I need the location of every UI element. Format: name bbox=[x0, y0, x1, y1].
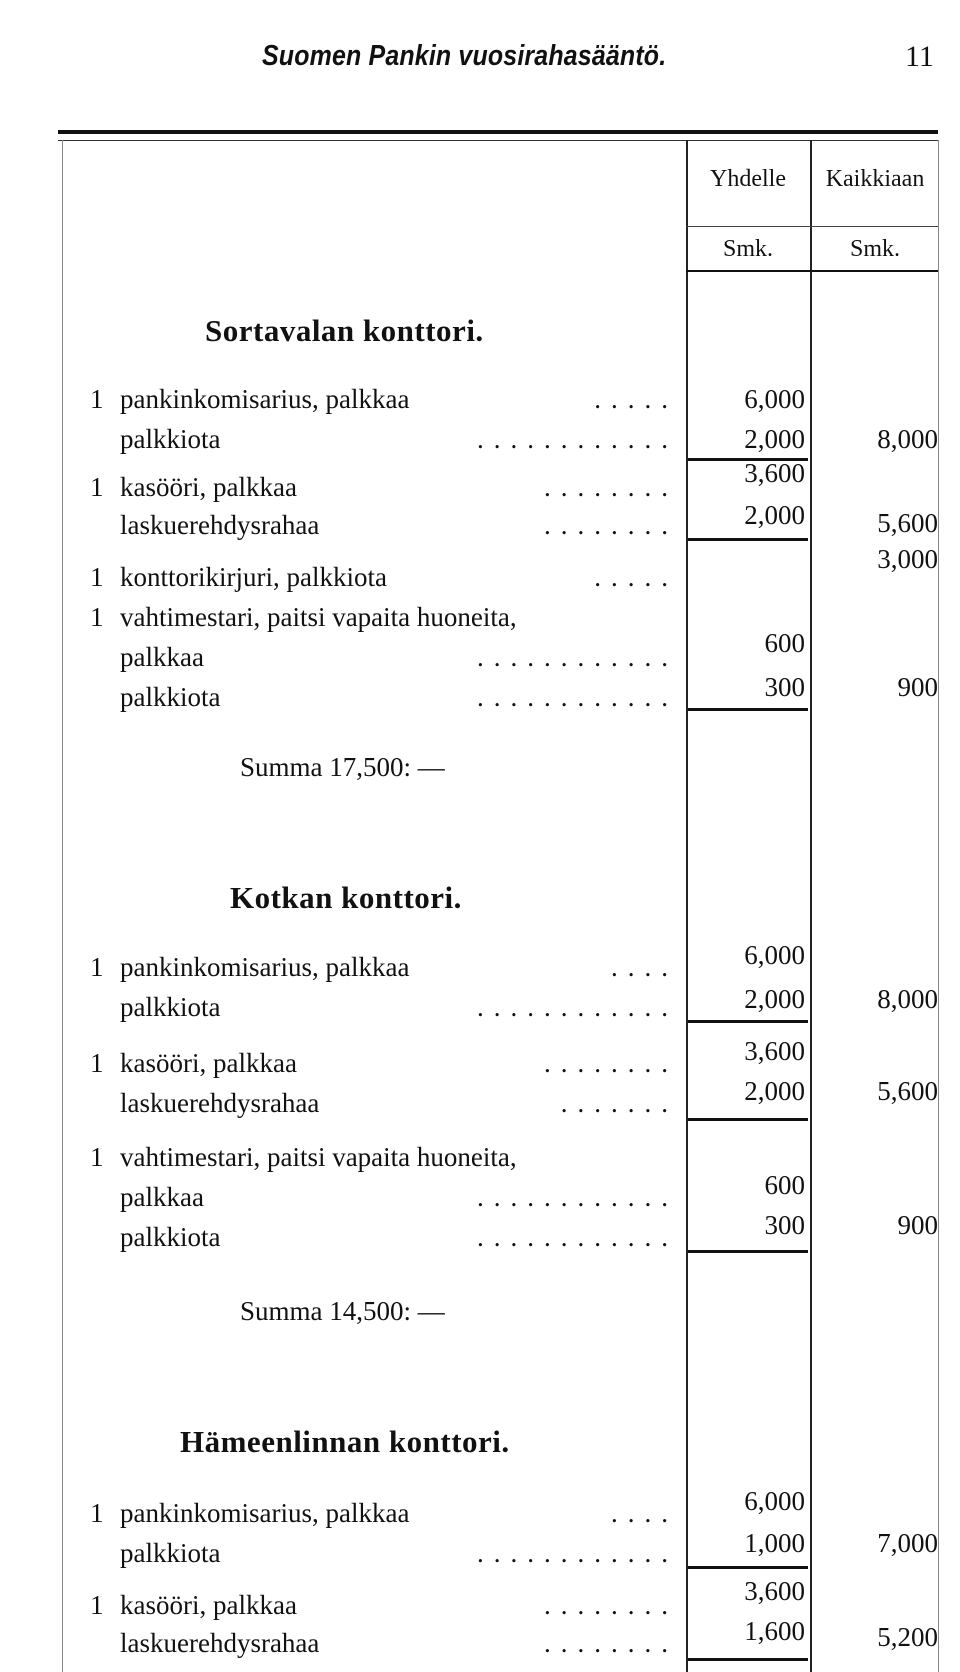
amount-each: 2,000 bbox=[744, 500, 805, 530]
leader-dots: ........ bbox=[544, 510, 678, 540]
amount-each: 2,000 bbox=[744, 1076, 805, 1106]
leader-dots: ........ bbox=[544, 1628, 678, 1658]
row-label: pankinkomisarius, palkkaa bbox=[120, 1498, 410, 1528]
amount-total: 5,600 bbox=[877, 1076, 938, 1106]
amount-total: 900 bbox=[897, 672, 938, 702]
column-heading-total: Kaikkiaan bbox=[825, 166, 925, 192]
amount-each: 3,600 bbox=[744, 1036, 805, 1066]
leader-dots: ........ bbox=[544, 1590, 678, 1620]
subtotal-rule bbox=[688, 708, 808, 711]
amount-each: 1,000 bbox=[744, 1528, 805, 1558]
column-unit-total: Smk. bbox=[849, 236, 900, 262]
table-row bbox=[0, 1486, 960, 1532]
subtotal-rule bbox=[688, 538, 808, 541]
amount-each: 6,000 bbox=[744, 384, 805, 414]
amount-each: 2,000 bbox=[744, 984, 805, 1014]
leader-dots: ............ bbox=[477, 1182, 678, 1212]
row-label: laskuerehdysrahaa bbox=[120, 510, 320, 540]
row-label: palkkaa bbox=[120, 1182, 204, 1212]
row-label: konttorikirjuri, palkkiota bbox=[120, 562, 387, 592]
leader-dots: ..... bbox=[594, 562, 678, 592]
header-rule-thin bbox=[58, 140, 938, 141]
table-row bbox=[0, 984, 960, 1026]
table-row bbox=[0, 500, 960, 544]
column-divider-right bbox=[938, 140, 939, 1672]
column-divider-left bbox=[686, 140, 688, 1672]
subtotal-rule bbox=[688, 1658, 808, 1661]
table-row bbox=[0, 1036, 960, 1082]
subtotal-rule bbox=[688, 1566, 808, 1569]
amount-each: 300 bbox=[764, 672, 805, 702]
row-label: vahtimestari, paitsi vapaita huoneita, bbox=[120, 602, 517, 632]
row-label: palkkiota bbox=[120, 992, 221, 1022]
table-row bbox=[0, 1528, 960, 1572]
row-label: palkkiota bbox=[120, 424, 221, 454]
section-sum: Summa 17,500: — bbox=[240, 752, 445, 782]
amount-each: 300 bbox=[764, 1210, 805, 1240]
column-heading-rule bbox=[686, 226, 938, 227]
left-margin-line bbox=[62, 140, 63, 1672]
row-label: laskuerehdysrahaa bbox=[120, 1088, 320, 1118]
row-label: laskuerehdysrahaa bbox=[120, 1628, 320, 1658]
row-label: palkkaa bbox=[120, 642, 204, 672]
table-row bbox=[0, 384, 960, 418]
section-title: Kotkan konttori. bbox=[230, 880, 462, 915]
column-heading-each: Yhdelle bbox=[710, 166, 786, 192]
table-row bbox=[0, 602, 960, 636]
amount-total: 7,000 bbox=[877, 1528, 938, 1558]
row-count: 1 bbox=[90, 602, 104, 632]
table-row bbox=[0, 1576, 960, 1624]
amount-total: 5,600 bbox=[877, 508, 938, 538]
row-label: palkkiota bbox=[120, 682, 221, 712]
amount-total: 5,200 bbox=[877, 1622, 938, 1652]
leader-dots: .... bbox=[611, 1498, 678, 1528]
amount-total: 900 bbox=[897, 1210, 938, 1240]
leader-dots: ............ bbox=[477, 682, 678, 712]
subtotal-rule bbox=[688, 1250, 808, 1253]
amount-each: 1,600 bbox=[744, 1616, 805, 1646]
amount-each: 3,600 bbox=[744, 458, 805, 488]
section-sum: Summa 14,500: — bbox=[240, 1296, 445, 1326]
row-label: pankinkomisarius, palkkaa bbox=[120, 384, 410, 414]
column-unit-rule bbox=[686, 270, 938, 272]
leader-dots: ............ bbox=[477, 424, 678, 454]
table-row bbox=[0, 1076, 960, 1122]
leader-dots: ............ bbox=[477, 992, 678, 1022]
amount-each: 6,000 bbox=[744, 940, 805, 970]
row-label: palkkiota bbox=[120, 1538, 221, 1568]
leader-dots: ............ bbox=[477, 642, 678, 672]
row-count: 1 bbox=[90, 562, 104, 592]
amount-each: 3,600 bbox=[744, 1576, 805, 1606]
row-count: 1 bbox=[90, 384, 104, 414]
amount-each: 6,000 bbox=[744, 1486, 805, 1516]
amount-total: 8,000 bbox=[877, 984, 938, 1014]
section-title: Hämeenlinnan konttori. bbox=[180, 1424, 510, 1459]
row-label: kasööri, palkkaa bbox=[120, 1048, 297, 1078]
table-row bbox=[0, 672, 960, 716]
table-row bbox=[0, 628, 960, 676]
table-row bbox=[0, 458, 960, 506]
subtotal-rule bbox=[688, 1020, 808, 1023]
row-count: 1 bbox=[90, 472, 104, 502]
row-label: kasööri, palkkaa bbox=[120, 472, 297, 502]
row-count: 1 bbox=[90, 1142, 104, 1172]
leader-dots: ............ bbox=[477, 1538, 678, 1568]
row-label: pankinkomisarius, palkkaa bbox=[120, 952, 410, 982]
row-count: 1 bbox=[90, 1590, 104, 1620]
subtotal-rule bbox=[688, 1118, 808, 1121]
leader-dots: ..... bbox=[594, 384, 678, 414]
amount-total: 3,000 bbox=[877, 544, 938, 574]
table-row bbox=[0, 544, 960, 596]
header-rule bbox=[58, 130, 938, 134]
table-row bbox=[0, 1170, 960, 1216]
row-count: 1 bbox=[90, 952, 104, 982]
leader-dots: ........ bbox=[544, 472, 678, 502]
running-title: Suomen Pankin vuosirahasääntö. bbox=[262, 40, 667, 72]
row-label: kasööri, palkkaa bbox=[120, 1590, 297, 1620]
leader-dots: .... bbox=[611, 952, 678, 982]
leader-dots: ............ bbox=[477, 1222, 678, 1252]
row-label: palkkiota bbox=[120, 1222, 221, 1252]
column-unit-each: Smk. bbox=[722, 236, 773, 262]
row-count: 1 bbox=[90, 1498, 104, 1528]
table-row bbox=[0, 424, 960, 458]
column-divider-middle bbox=[810, 140, 812, 1672]
amount-each: 2,000 bbox=[744, 424, 805, 454]
row-label: vahtimestari, paitsi vapaita huoneita, bbox=[120, 1142, 517, 1172]
leader-dots: ........ bbox=[544, 1048, 678, 1078]
table-row bbox=[0, 1210, 960, 1256]
leader-dots: ....... bbox=[560, 1088, 678, 1118]
page-number: 11 bbox=[905, 40, 934, 73]
amount-each: 600 bbox=[764, 1170, 805, 1200]
amount-each: 600 bbox=[764, 628, 805, 658]
table-row bbox=[0, 1142, 960, 1176]
table-row bbox=[0, 1616, 960, 1662]
table-row bbox=[0, 940, 960, 986]
amount-total: 8,000 bbox=[877, 424, 938, 454]
section-title: Sortavalan konttori. bbox=[205, 313, 484, 348]
row-count: 1 bbox=[90, 1048, 104, 1078]
